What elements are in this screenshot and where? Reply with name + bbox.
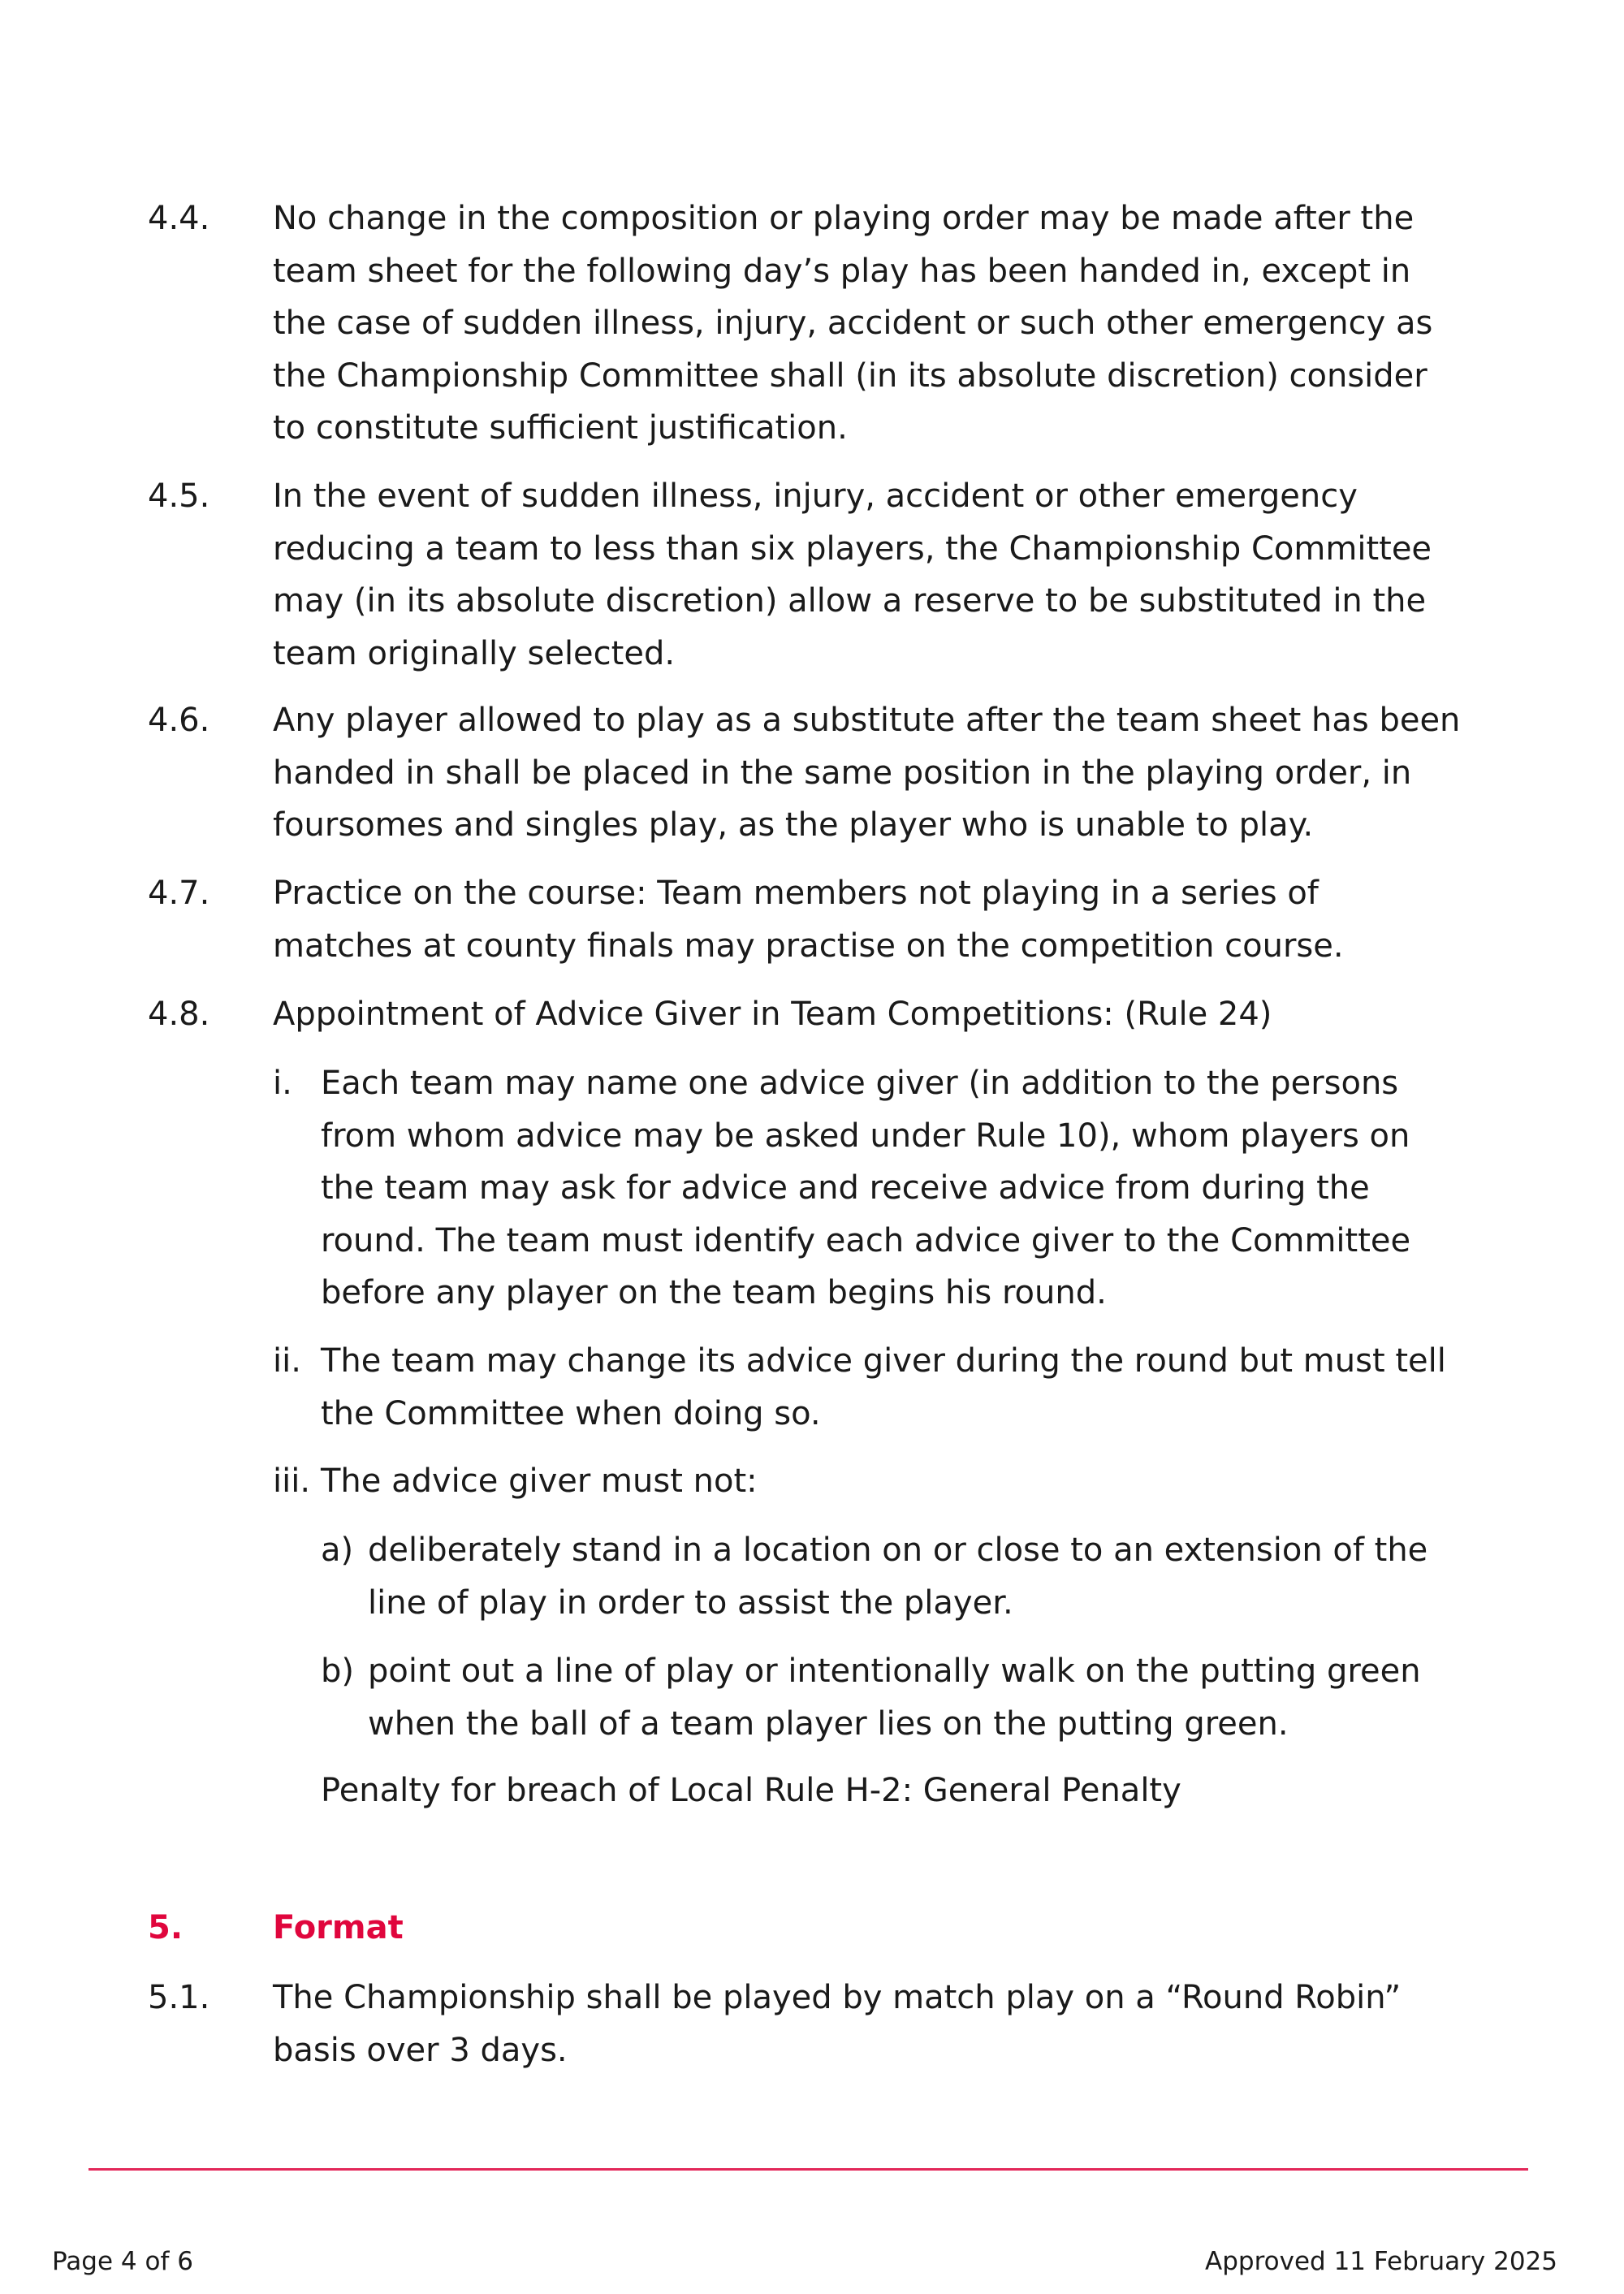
text-line: In the event of sudden illness, injury, accident or other emergency [273, 477, 1358, 515]
text-line: point out a line of play or intentionally walk on the putting green [368, 1652, 1421, 1690]
subitem-number: i. [273, 1065, 292, 1102]
penalty-note: Penalty for breach of Local Rule H-2: General Penalty [321, 1772, 1181, 1809]
text-line: the team may ask for advice and receive advice from during the [321, 1169, 1370, 1207]
section-number: 5. [148, 1909, 184, 1946]
footer-divider [89, 2168, 1528, 2171]
text-line: The advice giver must not: [321, 1462, 758, 1500]
subitem-number: iii. [273, 1462, 311, 1500]
text-line: handed in shall be placed in the same position in the playing order, in [273, 754, 1412, 792]
text-line: before any player on the team begins his round. [321, 1274, 1107, 1311]
subsubitem-number: a) [321, 1531, 354, 1569]
text-line: round. The team must identify each advice giver to the Committee [321, 1221, 1411, 1259]
text-line: Each team may name one advice giver (in addition to the persons [321, 1065, 1399, 1102]
text-line: when the ball of a team player lies on the putting green. [368, 1704, 1289, 1743]
text-line: the Championship Committee shall (in its absolute discretion) consider [273, 356, 1427, 395]
text-line: reducing a team to less than six players, the Championship Committee [273, 529, 1432, 568]
clause-number: 4.7. [148, 875, 210, 912]
page-number: Page 4 of 6 [52, 2247, 193, 2276]
text-line: matches at county finals may practise on the competition course. [273, 927, 1344, 965]
text-line: the Committee when doing so. [321, 1394, 821, 1432]
text-line: to constitute sufficient justification. [273, 409, 848, 447]
subitem-number: ii. [273, 1342, 301, 1380]
clause-number: 4.5. [148, 477, 210, 515]
text-line: team sheet for the following day’s play has been handed in, except in [273, 252, 1411, 290]
text-line: Any player allowed to play as a substitute after the team sheet has been [273, 702, 1461, 739]
approval-date: Approved 11 February 2025 [1205, 2247, 1557, 2276]
text-line: deliberately stand in a location on or close to an extension of the [368, 1531, 1428, 1569]
clause-number: 4.8. [148, 996, 210, 1033]
text-line: the case of sudden illness, injury, accident or such other emergency as [273, 305, 1433, 342]
text-line: No change in the composition or playing order may be made after the [273, 200, 1415, 237]
text-line: Practice on the course: Team members not playing in a series of [273, 875, 1319, 912]
text-line: line of play in order to assist the player. [368, 1583, 1013, 1622]
text-line: basis over 3 days. [273, 2031, 568, 2069]
text-line: The team may change its advice giver during the round but must tell [321, 1342, 1446, 1380]
clause-number: 4.4. [148, 200, 210, 237]
text-line: Appointment of Advice Giver in Team Competitions: (Rule 24) [273, 996, 1272, 1033]
text-line: The Championship shall be played by match play on a “Round Robin” [273, 1979, 1402, 2016]
text-line: team originally selected. [273, 634, 676, 672]
text-line: from whom advice may be asked under Rule 10), whom players on [321, 1117, 1410, 1155]
subsubitem-number: b) [321, 1652, 354, 1690]
clause-number: 4.6. [148, 702, 210, 739]
clause-number: 5.1. [148, 1979, 210, 2016]
text-line: may (in its absolute discretion) allow a reserve to be substituted in the [273, 582, 1427, 620]
section-title: Format [273, 1909, 404, 1946]
text-line: foursomes and singles play, as the player who is unable to play. [273, 806, 1314, 844]
